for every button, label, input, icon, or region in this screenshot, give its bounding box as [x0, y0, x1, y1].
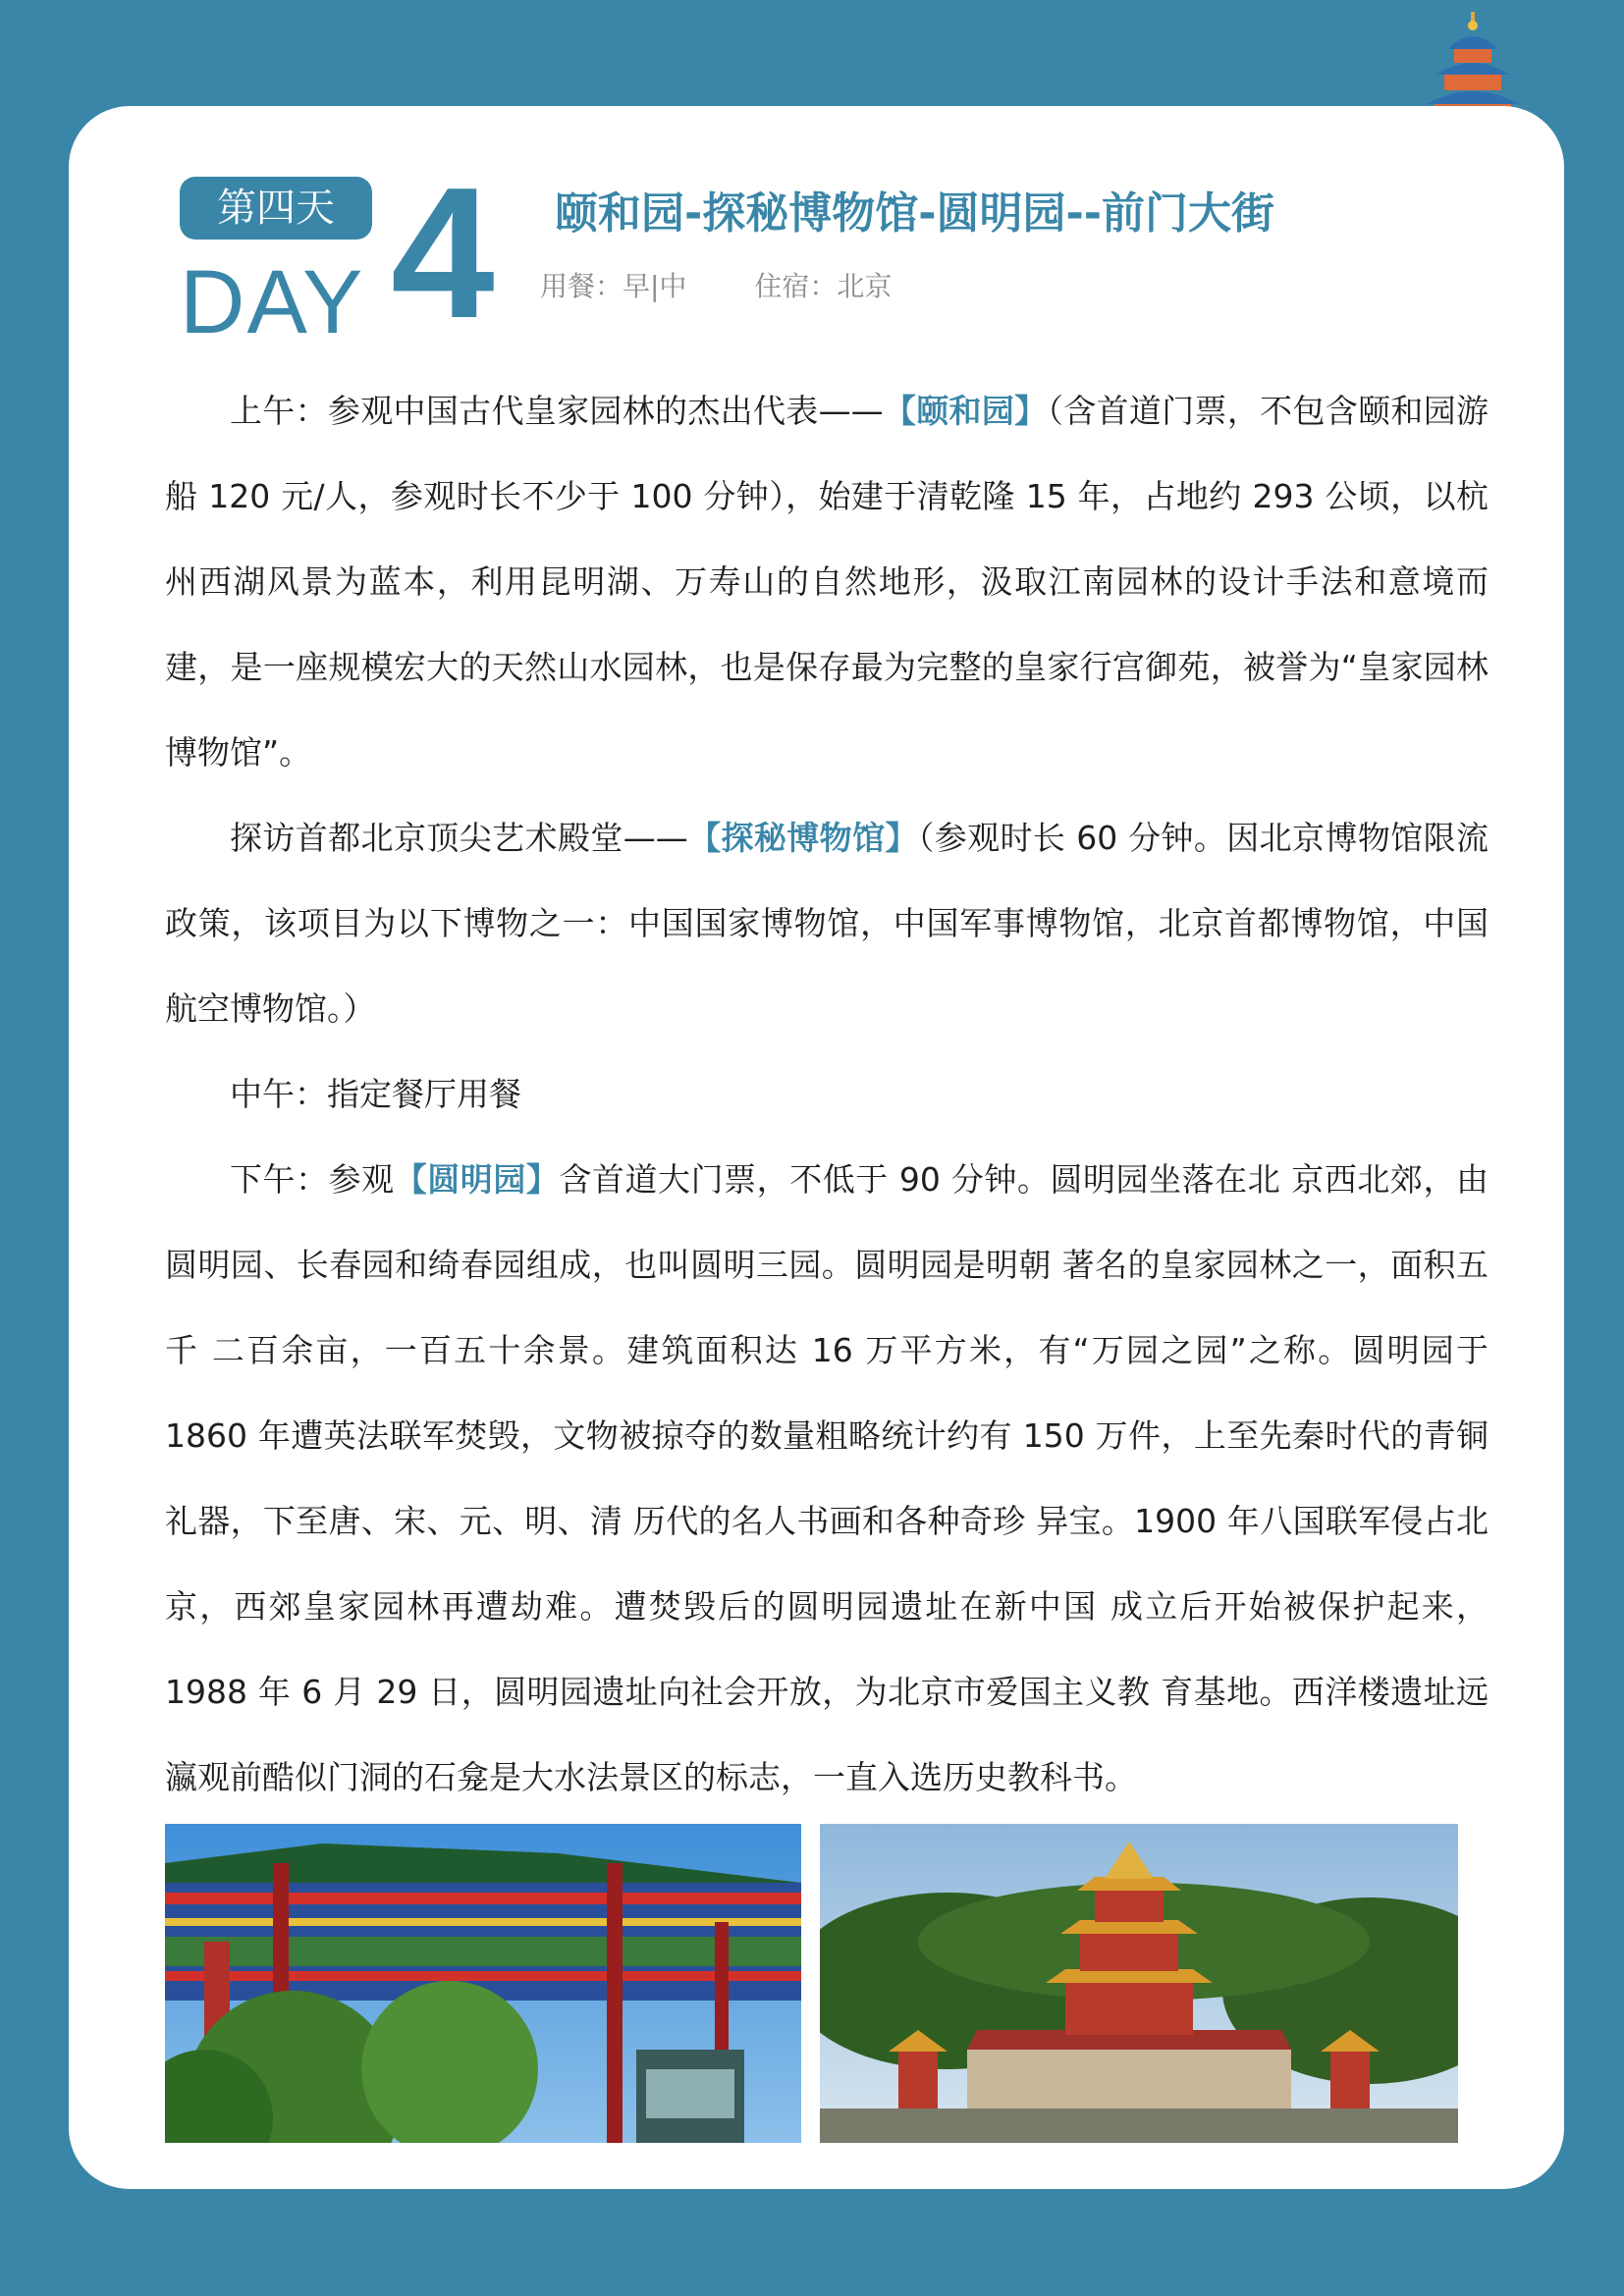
- photo-summer-palace-tower: [820, 1824, 1458, 2143]
- lodging-info: 住宿：北京: [754, 270, 893, 302]
- route-title: 颐和园-探秘博物馆-圆明园--前门大街: [555, 188, 1275, 239]
- day-label: DAY: [180, 252, 365, 352]
- paragraph-afternoon: 下午：参观【圆明园】含首道大门票，不低于 90 分钟。圆明园坐落在北 京西北郊，由圆明园、长春园和绮春园组成，也叫圆明三园。圆明园是明朝 著名的皇家园林之一，面积五千 二百余亩，一百五十余景。建筑面积达 16 万平方米，有“万园之园”之称。圆明园于 1860 年遭英法联军焚毁，文物被掠夺的数量粗略统计约有 150 万件，上至先秦时代的青铜礼器，下至唐、宋、元、明、清 历代的名人书画和各种奇珍 异宝。1900 年八国联军侵占北京，西郊皇家园林再遭劫难。遭焚毁后的圆明园遗址在新中国 成立后开始被保护起来，1988 年 6 月 29 日，圆明园遗址向社会开放，为北京市爱国主义教 育基地。西洋楼遗址远瀛观前酷似门洞的石龛是大水法景区的标志，一直入选历史教科书。: [165, 1160, 1489, 1796]
- meals-lodging-line: [540, 267, 950, 306]
- photo-gateway: [165, 1824, 801, 2143]
- highlight-museum: 【探秘博物馆】: [687, 819, 918, 857]
- day-number: 4: [391, 149, 495, 357]
- paragraph-morning: 上午：参观中国古代皇家园林的杰出代表——【颐和园】（含首道门票，不包含颐和园游船 120 元/人，参观时长不少于 100 分钟），始建于清乾隆 15 年，占地约 293 公顷，以杭州西湖风景为蓝本，利用昆明湖、万寿山的自然地形，汲取江南园林的设计手法和意境而建，是一座规模宏大的天然山水园林，也是保存最为完整的皇家行宫御苑，被誉为“皇家园林博物馆”。: [165, 392, 1489, 772]
- highlight-old-summer-palace: 【圆明园】: [394, 1160, 560, 1199]
- paragraph-museum: 探访首都北京顶尖艺术殿堂——【探秘博物馆】（参观时长 60 分钟。因北京博物馆限流政策，该项目为以下博物之一：中国国家博物馆，中国军事博物馆，北京首都博物馆，中国航空博物馆。）: [165, 819, 1489, 1028]
- paragraph-noon: 中午：指定餐厅用餐: [230, 1075, 521, 1113]
- itinerary-text: [165, 368, 1489, 1820]
- highlight-summer-palace: 【颐和园】: [883, 392, 1048, 430]
- day-badge: 第四天: [180, 177, 372, 240]
- meals-info: 用餐：早|中: [540, 270, 687, 302]
